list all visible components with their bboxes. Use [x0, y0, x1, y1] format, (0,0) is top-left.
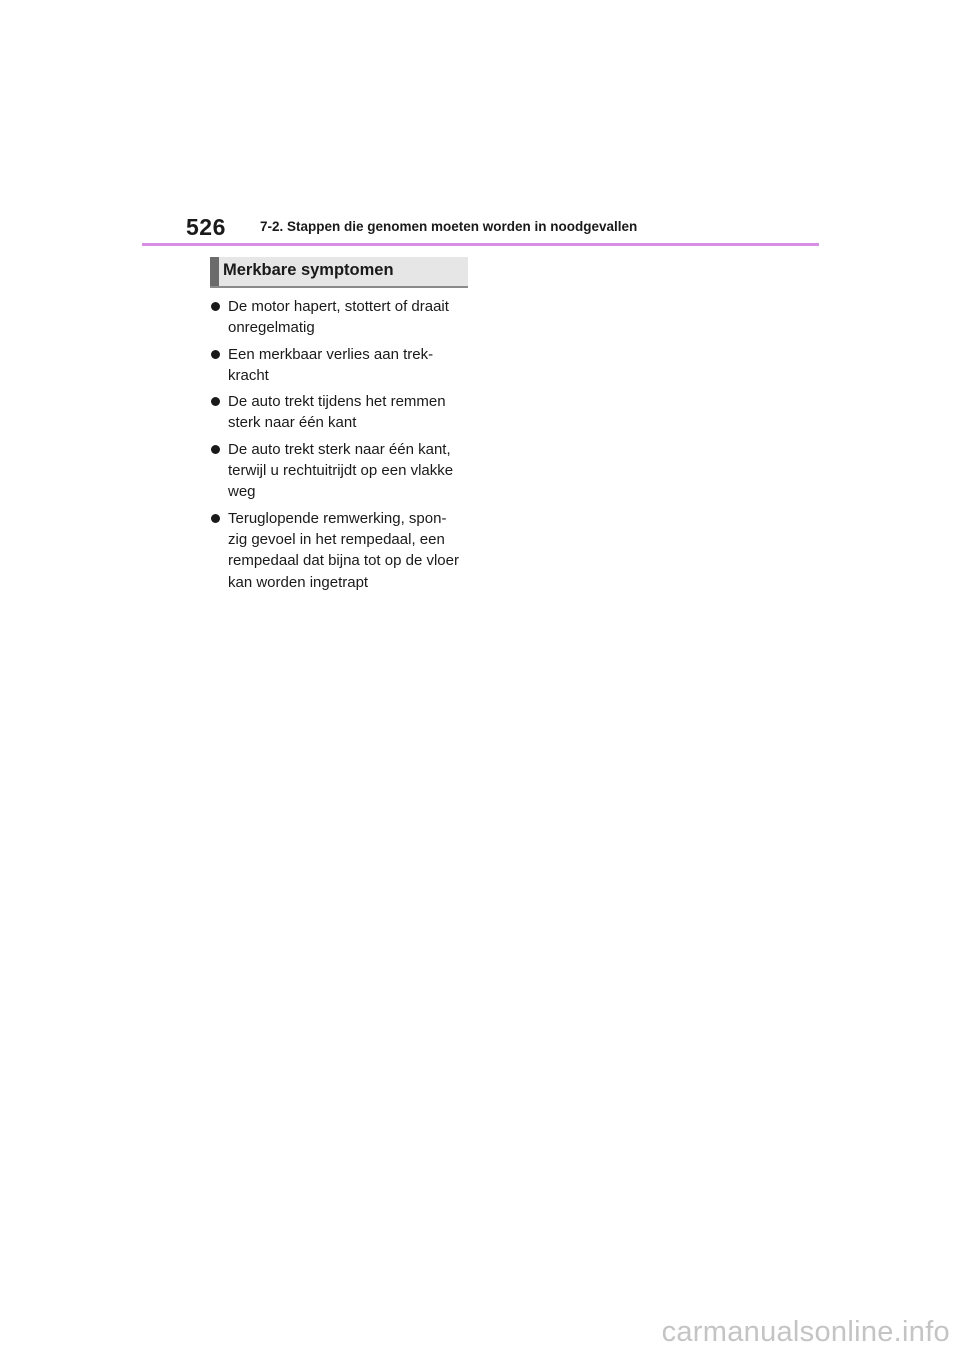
watermark: carmanualsonline.info [661, 1316, 950, 1348]
header-divider [142, 243, 819, 246]
list-item [210, 344, 468, 387]
heading-accent-bar [210, 257, 219, 286]
section-heading-text: Merkbare symptomen [223, 261, 394, 279]
list-item [210, 391, 468, 434]
bullet-icon [211, 514, 220, 523]
list-item-text: Teruglopende remwerking, spon- zig gevoel in het rempedaal, een rempedaal dat bijna tot op de vloer kan worden ingetrapt [228, 509, 459, 591]
list-item [210, 508, 468, 593]
list-item-text: De motor hapert, stottert of draait onregelmatig [228, 298, 449, 337]
bullet-icon [211, 397, 220, 406]
bullet-icon [211, 302, 220, 311]
section-heading [210, 257, 468, 288]
chapter-title: 7-2. Stappen die genomen moeten worden in noodgevallen [260, 219, 638, 234]
list-item-text: Een merkbaar verlies aan trek- kracht [228, 345, 434, 384]
bullet-icon [211, 445, 220, 454]
list-item-text: De auto trekt sterk naar één kant, terwijl u rechtuitrijdt op een vlakke weg [228, 440, 454, 501]
page-number: 526 [186, 214, 226, 240]
list-item [210, 296, 468, 339]
list-item-text: De auto trekt tijdens het remmen sterk naar één kant [228, 393, 446, 432]
list-item [210, 439, 468, 503]
bullet-icon [211, 350, 220, 359]
symptom-list [210, 296, 468, 598]
